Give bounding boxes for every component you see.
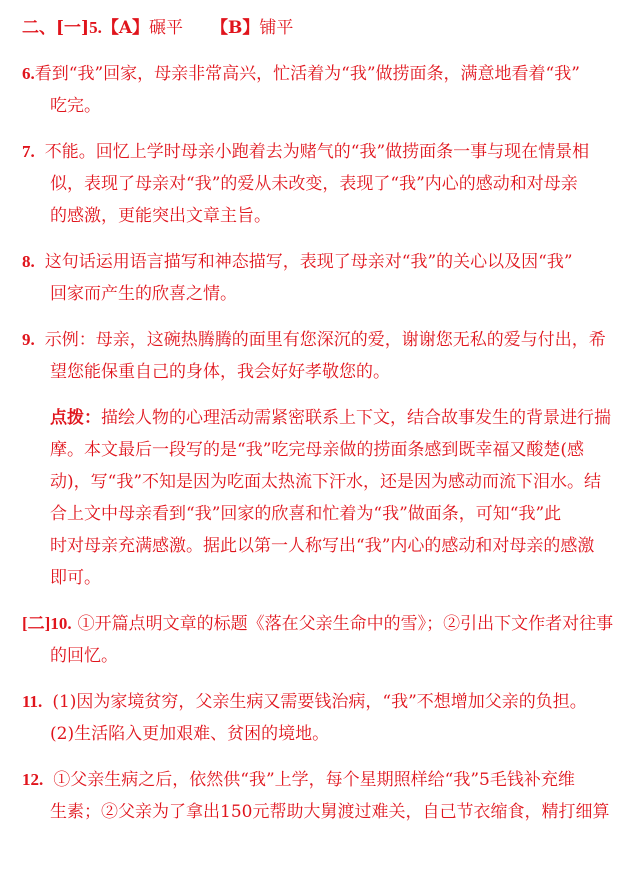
q9-tip-line2: 摩。本文最后一段写的是“我”吃完母亲做的捞面条感到既幸福又酸楚(感 <box>50 440 585 460</box>
q5-tag-b: 【B】 <box>211 18 260 38</box>
q9-tip-line4: 合上文中母亲看到“我”回家的欣喜和忙着为“我”做面条，可知“我”此 <box>50 504 562 524</box>
q9-tip-line1 <box>22 402 622 434</box>
q9-text-1: 示例：母亲，这碗热腾腾的面里有您深沉的爱，谢谢您无私的爱与付出，希 <box>44 330 606 350</box>
q9-tip-line5: 时对母亲充满感激。据此以第一人称写出“我”内心的感动和对母亲的感激 <box>50 536 595 556</box>
q5-answer-a: 碾平 <box>149 18 184 38</box>
q10-number: 10. <box>50 614 72 633</box>
tip-text-1: 描绘人物的心理活动需紧密联系上下文，结合故事发生的背景进行揣 <box>101 408 611 428</box>
q6-text-1: 看到“我”回家，母亲非常高兴，忙活着为“我”做捞面条，满意地看着“我” <box>34 64 580 84</box>
q8-text-1: 这句话运用语言描写和神态描写，表现了母亲对“我”的关心以及因“我” <box>44 252 573 272</box>
q10-line1 <box>22 608 622 640</box>
q12-line2: 生素；②父亲为了拿出150元帮助大舅渡过难关，自己节衣缩食，精打细算 <box>50 802 610 822</box>
q9-tip-line6: 即可。 <box>50 568 101 588</box>
q7-line3: 的感激，更能突出文章主旨。 <box>50 206 271 226</box>
q12-line1 <box>22 764 622 796</box>
q8-line1 <box>22 246 622 278</box>
q9-tip-line3: 动)，写“我”不知是因为吃面太热流下汗水，还是因为感动而流下泪水。结 <box>50 472 602 492</box>
q5-tag-a: 【A】 <box>101 18 150 38</box>
q5-answer-b: 铺平 <box>259 18 294 38</box>
q9-line1 <box>22 324 622 356</box>
q6-number: 6. <box>22 64 35 83</box>
q12-number: 12. <box>22 770 44 789</box>
section-heading-q5 <box>22 12 622 44</box>
q12-text-1: ①父亲生病之后，依然供“我”上学，每个星期照样给“我”5毛钱补充维 <box>53 770 575 790</box>
q8-line2: 回家而产生的欣喜之情。 <box>50 284 237 304</box>
q6-line1 <box>22 58 622 90</box>
q7-number: 7. <box>22 142 35 161</box>
q8-number: 8. <box>22 252 35 271</box>
q11-line1 <box>22 686 622 718</box>
q9-line2: 望您能保重自己的身体，我会好好孝敬您的。 <box>50 362 390 382</box>
q11-line2: (2)生活陷入更加艰难、贫困的境地。 <box>50 724 330 744</box>
q11-number: 11. <box>22 692 43 711</box>
q9-number: 9. <box>22 330 35 349</box>
answer-document <box>22 12 622 828</box>
tip-label: 点拨： <box>50 408 101 428</box>
q10-prefix: [二] <box>22 614 51 633</box>
q10-text-1: ①开篇点明文章的标题《落在父亲生命中的雪》；②引出下文作者对往事 <box>77 614 614 634</box>
q5-number: 5. <box>89 18 102 37</box>
section-prefix: 二、[一] <box>22 18 90 38</box>
q7-text-1: 不能。回忆上学时母亲小跑着去为赌气的“我”做捞面条一事与现在情景相 <box>44 142 590 162</box>
q7-line2: 似，表现了母亲对“我”的爱从未改变，表现了“我”内心的感动和对母亲 <box>50 174 578 194</box>
q7-line1 <box>22 136 622 168</box>
q11-text-1: (1)因为家境贫穷，父亲生病又需要钱治病，“我”不想增加父亲的负担。 <box>52 692 587 712</box>
q6-line2: 吃完。 <box>50 96 101 116</box>
q10-line2: 的回忆。 <box>50 646 118 666</box>
